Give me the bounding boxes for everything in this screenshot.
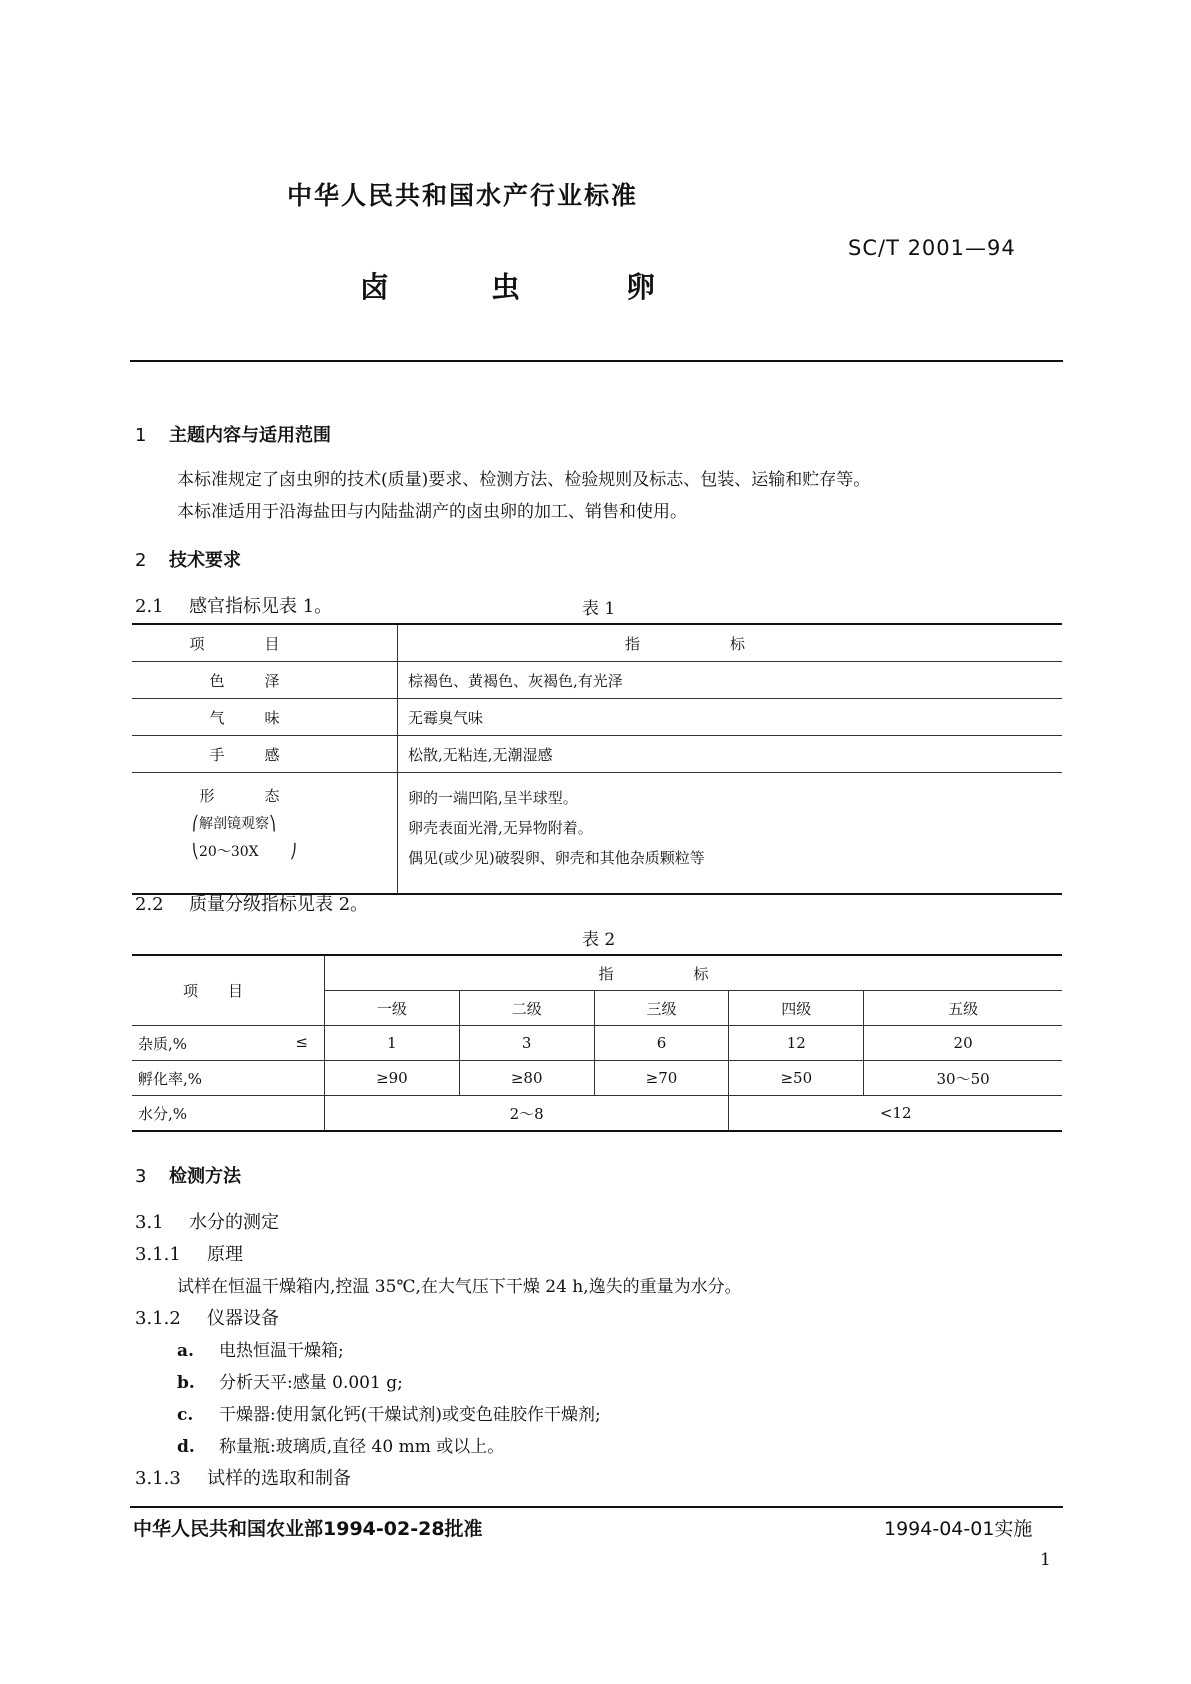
grade-header: 三级 [594, 991, 729, 1026]
table-cell: 1 [325, 1026, 460, 1061]
section-title: 主题内容与适用范围 [169, 425, 331, 446]
subsection-number: 2.1 [135, 596, 164, 617]
morph-line: 偶见(或少见)破裂卵、卵壳和其他杂质颗粒等 [408, 849, 705, 867]
subsection-number: 3.1.1 [135, 1244, 181, 1265]
subsection-text: 水分的测定 [189, 1212, 279, 1233]
table-header-row [132, 624, 1062, 662]
morph-note: ⎝20～30X ⎠ [192, 844, 297, 860]
table-row [132, 662, 1062, 699]
table-row [132, 1061, 1062, 1096]
table-row [132, 1096, 1062, 1132]
row-label-text: 杂质,% [138, 1034, 188, 1053]
table-1 [132, 623, 1062, 895]
standard-org-heading: 中华人民共和国水产行业标准 [287, 181, 639, 210]
table-header-cell: 项目 [132, 624, 398, 662]
list-item-label: b. [177, 1373, 195, 1393]
title-char: 卤 [360, 270, 390, 304]
grade-header: 一级 [325, 991, 460, 1026]
subsection-number: 2.2 [135, 894, 164, 915]
list-item [177, 1336, 344, 1361]
subsection-text: 仪器设备 [207, 1308, 279, 1329]
list-item [177, 1400, 601, 1425]
table-2 [132, 954, 1062, 1132]
table-cell: 松散,无粘连,无潮湿感 [398, 736, 1063, 773]
table-cell [398, 773, 1063, 895]
section-number: 1 [135, 425, 147, 446]
table-cell: 12 [729, 1026, 864, 1061]
row-label [132, 1026, 325, 1061]
row-label: 水分,% [132, 1096, 325, 1132]
section-title: 检测方法 [169, 1166, 241, 1187]
table-cell: 30～50 [864, 1061, 1062, 1096]
section-number: 2 [135, 550, 147, 571]
table-header-cell: 项目 [132, 955, 325, 1026]
row-label: 孵化率,% [132, 1061, 325, 1096]
subsection-2-2 [135, 890, 368, 916]
paragraph: 本标准规定了卤虫卵的技术(质量)要求、检测方法、检验规则及标志、包装、运输和贮存等。 [177, 470, 871, 490]
table-cell: 棕褐色、黄褐色、灰褐色,有光泽 [398, 662, 1063, 699]
page-number: 1 [1040, 1550, 1051, 1570]
table-cell: 气味 [132, 699, 398, 736]
morph-note: ⎛解剖镜观察⎞ [192, 816, 276, 832]
table-cell: 3 [459, 1026, 594, 1061]
section-heading-1 [135, 421, 331, 447]
table-row [132, 1026, 1062, 1061]
subsection-text: 质量分级指标见表 2。 [189, 894, 369, 915]
list-item-text: 电热恒温干燥箱; [219, 1341, 344, 1361]
table-caption: 表 2 [582, 930, 616, 950]
list-item-text: 称量瓶:玻璃质,直径 40 mm 或以上。 [219, 1437, 505, 1457]
subsection-3-1 [135, 1208, 279, 1234]
effective-date: 1994-04-01实施 [884, 1518, 1033, 1540]
section-number: 3 [135, 1166, 147, 1187]
table-cell: 无霉臭气味 [398, 699, 1063, 736]
list-item-label: c. [177, 1405, 194, 1425]
grade-header: 二级 [459, 991, 594, 1026]
list-item [177, 1368, 403, 1393]
table-cell: <12 [729, 1096, 1062, 1132]
morph-line: 卵的一端凹陷,呈半球型。 [408, 789, 578, 807]
standard-code: SC/T 2001—94 [848, 236, 1016, 260]
subsection-text: 感官指标见表 1。 [189, 596, 333, 617]
section-heading-2 [135, 546, 241, 572]
section-heading-3 [135, 1162, 241, 1188]
table-cell: ≥80 [459, 1061, 594, 1096]
morph-line: 卵壳表面光滑,无异物附着。 [408, 819, 593, 837]
grade-header: 五级 [864, 991, 1062, 1026]
subsection-number: 3.1.3 [135, 1468, 181, 1489]
list-item-text: 干燥器:使用氯化钙(干燥试剂)或变色硅胶作干燥剂; [219, 1405, 601, 1425]
table-cell: 6 [594, 1026, 729, 1061]
title-char: 卵 [626, 270, 656, 304]
subsection-3-1-1 [135, 1240, 243, 1266]
table-cell: ≥50 [729, 1061, 864, 1096]
table-row [132, 736, 1062, 773]
subsection-text: 原理 [207, 1244, 243, 1265]
subsection-number: 3.1 [135, 1212, 164, 1233]
table-cell: 色泽 [132, 662, 398, 699]
subsection-3-1-2 [135, 1304, 279, 1330]
list-item-label: a. [177, 1341, 194, 1361]
table-cell: ≥70 [594, 1061, 729, 1096]
table-header-cell: 指标 [624, 634, 835, 653]
morph-item: 形态 [199, 787, 330, 805]
table-cell: 20 [864, 1026, 1062, 1061]
approval-line: 中华人民共和国农业部1994-02-28批准 [133, 1518, 483, 1540]
table-header-cell: 指标 [325, 955, 1063, 991]
header-rule [130, 360, 1063, 362]
list-item-text: 分析天平:感量 0.001 g; [219, 1373, 403, 1393]
table-cell: ≥90 [325, 1061, 460, 1096]
morph-note-text: 解剖镜观察 [199, 816, 269, 832]
section-title: 技术要求 [169, 550, 241, 571]
table-row [132, 699, 1062, 736]
list-item [177, 1432, 504, 1457]
list-item-label: d. [177, 1437, 195, 1457]
subsection-2-1 [135, 592, 332, 618]
table-cell [132, 773, 398, 895]
table-caption: 表 1 [582, 599, 616, 619]
table-cell: 2～8 [325, 1096, 729, 1132]
table-header-row [132, 955, 1062, 991]
paragraph: 试样在恒温干燥箱内,控温 35℃,在大气压下干燥 24 h,逸失的重量为水分。 [177, 1277, 742, 1297]
footer-rule [130, 1506, 1063, 1508]
paragraph: 本标准适用于沿海盐田与内陆盐湖产的卤虫卵的加工、销售和使用。 [177, 502, 687, 522]
grade-header: 四级 [729, 991, 864, 1026]
subsection-number: 3.1.2 [135, 1308, 181, 1329]
subsection-text: 试样的选取和制备 [207, 1468, 351, 1489]
subsection-3-1-3 [135, 1464, 351, 1490]
le-sign: ≤ [295, 1032, 308, 1051]
morph-note-text: 20～30X [199, 844, 259, 860]
table-cell: 手感 [132, 736, 398, 773]
table-row [132, 773, 1062, 895]
title-char: 虫 [491, 270, 521, 304]
